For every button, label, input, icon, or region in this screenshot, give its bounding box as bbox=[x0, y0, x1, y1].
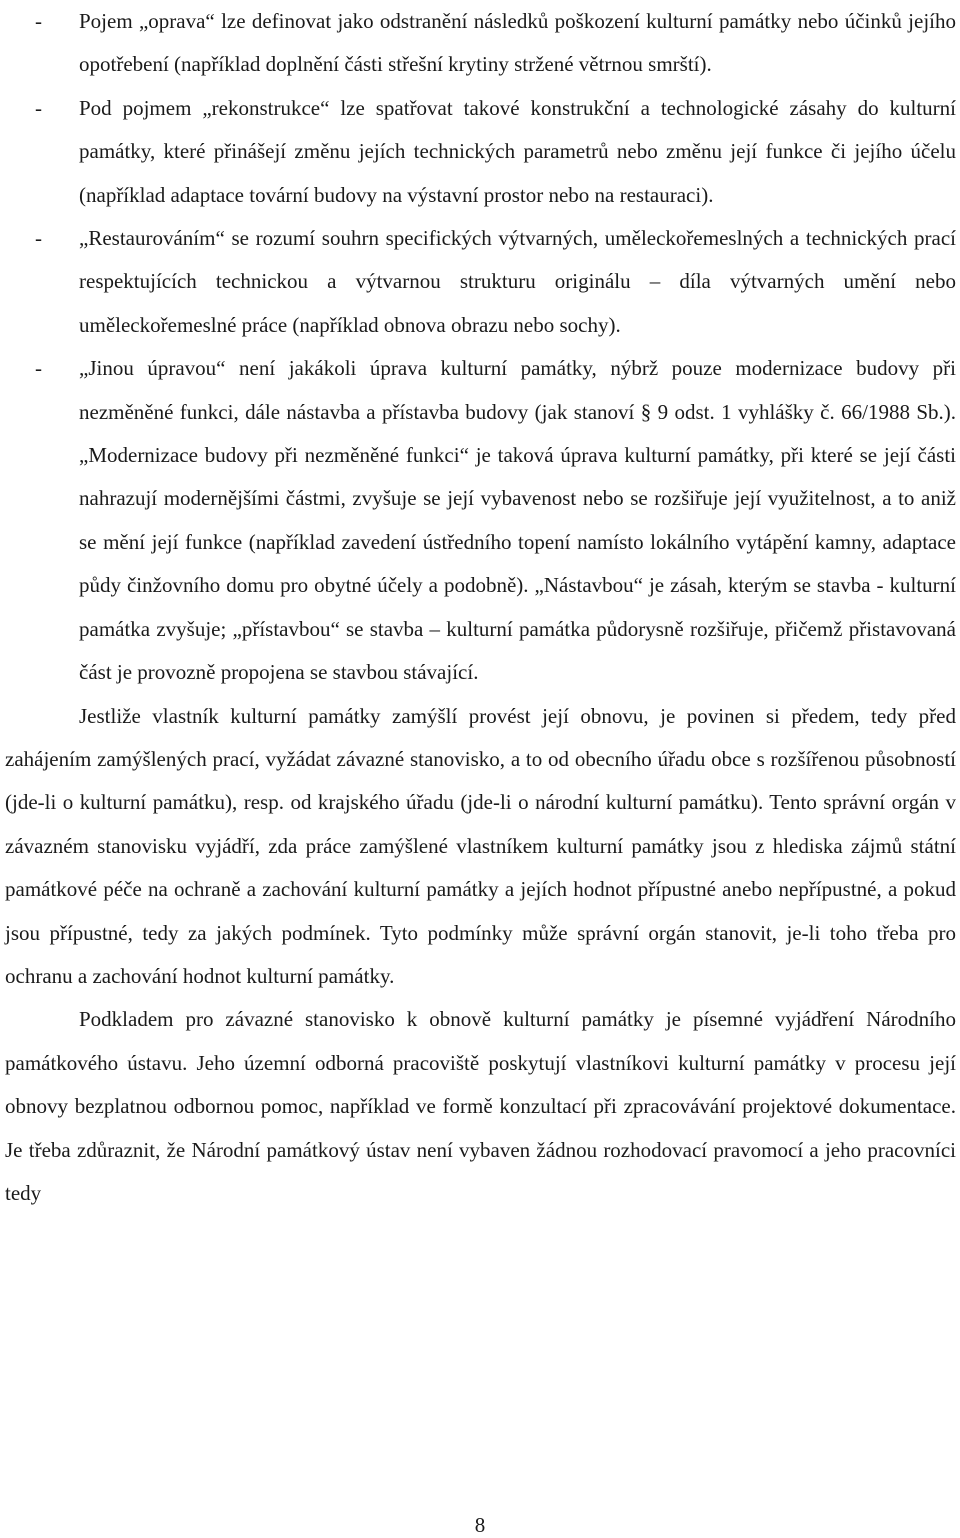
list-item bbox=[5, 217, 956, 347]
list-item bbox=[5, 0, 956, 87]
page-number: 8 bbox=[474, 1513, 486, 1537]
bullet-dash: - bbox=[35, 95, 42, 120]
body-paragraph: Podkladem pro závazné stanovisko k obnově kulturní památky je písemné vyjádření Národního památkového ústavu. Jeho územní odborná pracoviště poskytují vlastníkovi kulturní památky v procesu její obnovy bezplatnou odbornou pomoc, například ve formě konzultací při zpracovávání projektové dokumentace. Je třeba zdůraznit, že Národní památkový ústav není vybaven žádnou rozhodovací pravomocí a jeho pracovníci tedy bbox=[5, 1007, 956, 1205]
body-paragraph: Jestliže vlastník kulturní památky zamýšlí provést její obnovu, je povinen si předem, tedy před zahájením zamýšlených prací, vyžádat závazné stanovisko, a to od obecního úřadu obce s rozšířenou působností (jde-li o kulturní památku), resp. od krajského úřadu (jde-li o národní kulturní památku). Tento správní orgán v závazném stanovisku vyjádří, zda práce zamýšlené vlastníkem kulturní památky jsou z hlediska zájmů státní památkové péče na ochraně a zachování kulturní památky a jejích hodnot přípustné anebo nepřípustné, a pokud jsou přípustné, tedy za jakých podmínek. Tyto podmínky může správní orgán stanovit, je-li toho třeba pro ochranu a zachování hodnot kulturní památky. bbox=[5, 703, 956, 988]
bullet-dash: - bbox=[35, 226, 42, 251]
list-item-text: „Jinou úpravou“ není jakákoli úprava kulturní památky, nýbrž pouze modernizace budovy při nezměněné funkci, dále nástavba a přístavba budovy (jak stanoví § 9 odst. 1 vyhlášky č. 66/1988 Sb.). „Modernizace budovy při nezměněné funkci“ je taková úprava kulturní památky, při které se její části nahrazují modernějšími částmi, zvyšuje se její vybavenost nebo se rozšiřuje její využitelnost, a to aniž se mění její funkce (například zavedení ústředního topení namísto lokálního vytápění kamny, adaptace půdy činžovního domu pro obytné účely a podobně). „Nástavbou“ je zásah, kterým se stavba - kulturní památka zvyšuje; „přístavbou“ se stavba – kulturní památka půdorysně rozšiřuje, přičemž přistavovaná část je provozně propojena se stavbou stávající. bbox=[79, 356, 956, 685]
definition-list bbox=[5, 0, 956, 695]
bullet-dash: - bbox=[35, 9, 42, 33]
document-body bbox=[5, 0, 956, 1215]
list-item bbox=[5, 87, 956, 217]
list-item-text: Pojem „oprava“ lze definovat jako odstranění následků poškození kulturní památky nebo účinků jejího opotřebení (například doplnění části střešní krytiny stržené větrnou smrští). bbox=[79, 9, 956, 77]
list-item bbox=[5, 347, 956, 694]
list-item-text: „Restaurováním“ se rozumí souhrn specifických výtvarných, uměleckořemeslných a technických prací respektujících technickou a výtvarnou strukturu originálu – díla výtvarných umění nebo uměleckořemeslné práce (například obnova obrazu nebo sochy). bbox=[79, 226, 956, 337]
bullet-dash: - bbox=[35, 356, 42, 381]
list-item-text: Pod pojmem „rekonstrukce“ lze spatřovat takové konstrukční a technologické zásahy do kulturní památky, které přinášejí změnu jejích technických parametrů nebo změnu její funkce či jejího účelu (například adaptace tovární budovy na výstavní prostor nebo na restauraci). bbox=[79, 95, 956, 207]
